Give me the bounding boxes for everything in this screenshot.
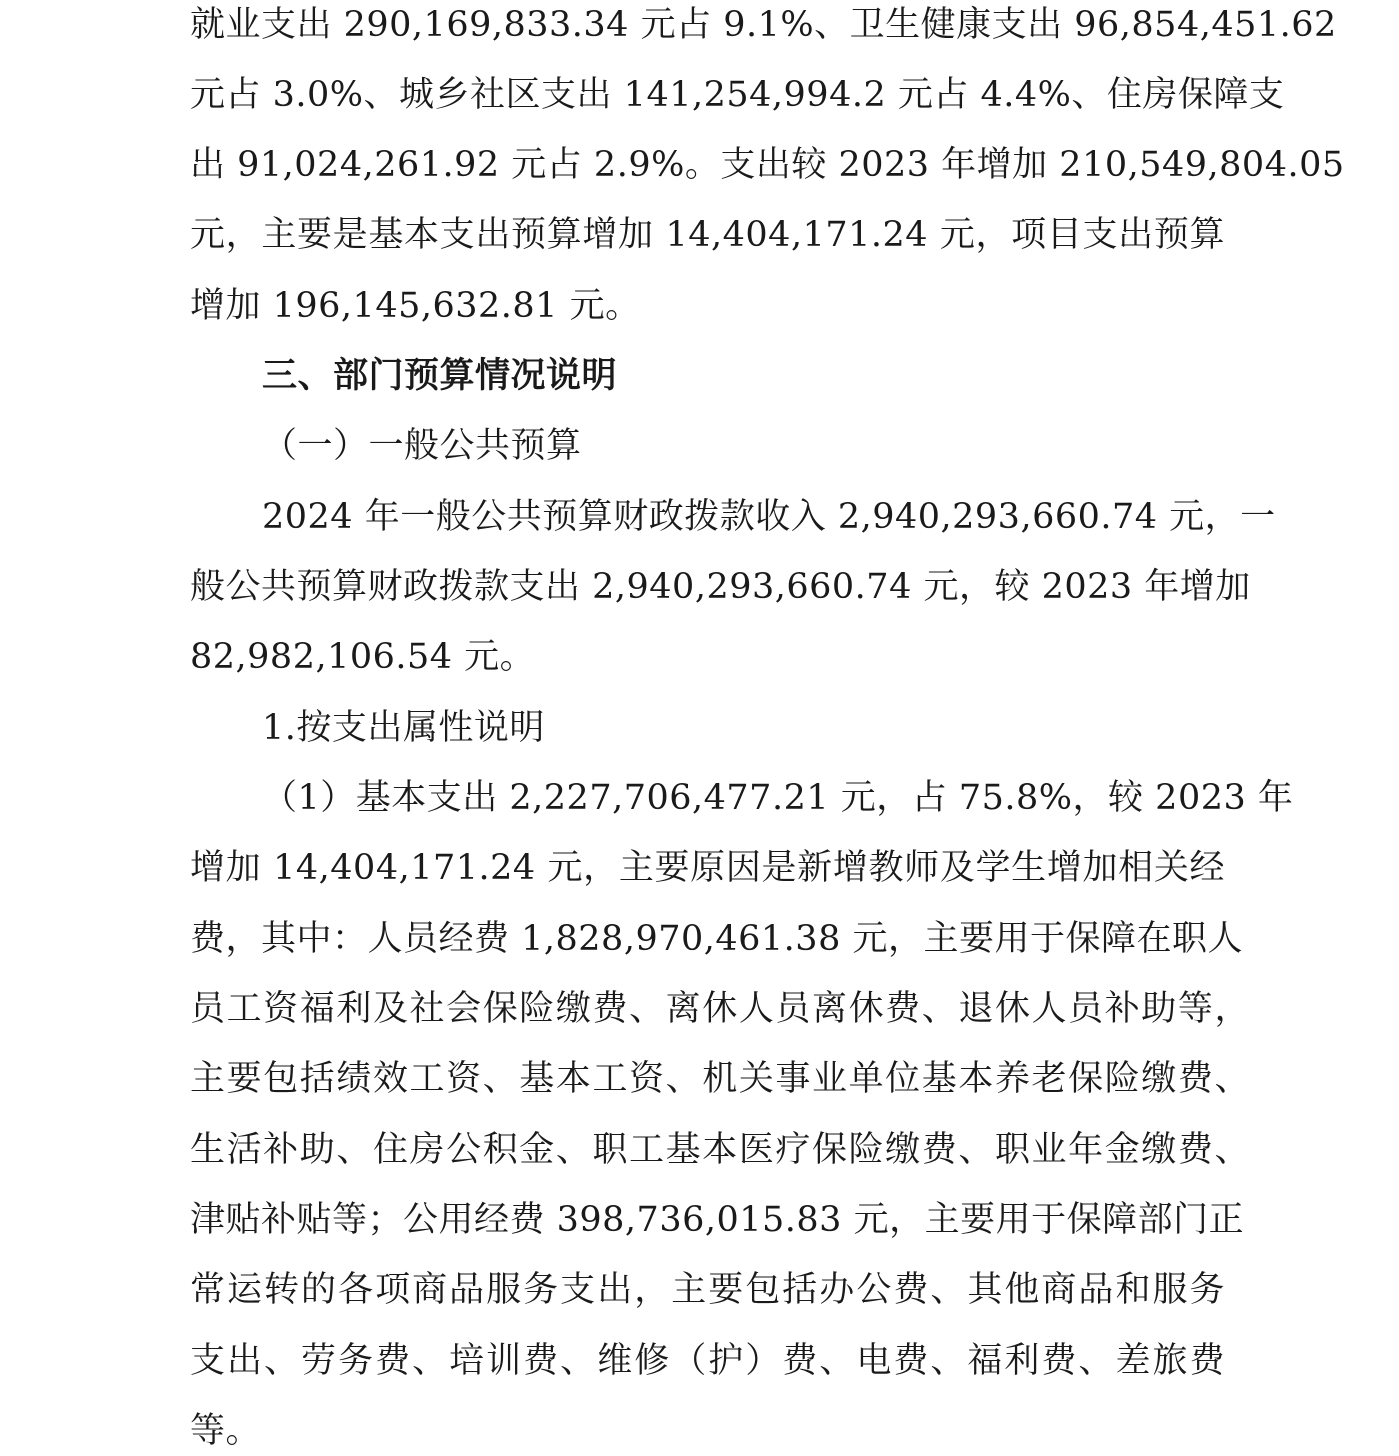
text-line: 主要包括绩效工资、基本工资、机关事业单位基本养老保险缴费、	[190, 1059, 1250, 1099]
text-line: 增加 196,145,632.81 元。	[190, 286, 641, 326]
text-line: （1）基本支出 2,227,706,477.21 元，占 75.8%，较 2023 年	[262, 778, 1294, 818]
text-line: 等。	[190, 1411, 262, 1451]
text-line: 生活补助、住房公积金、职工基本医疗保险缴费、职业年金缴费、	[190, 1130, 1250, 1170]
text-line: 津贴补贴等；公用经费 398,736,015.83 元，主要用于保障部门正	[190, 1200, 1245, 1240]
text-line: 般公共预算财政拨款支出 2,940,293,660.74 元，较 2023 年增加	[190, 567, 1251, 607]
text-line: 常运转的各项商品服务支出，主要包括办公费、其他商品和服务	[190, 1270, 1225, 1310]
document-page	[190, 0, 1345, 1456]
subsection-heading: （一）一般公共预算	[262, 426, 582, 466]
text-line: 增加 14,404,171.24 元，主要原因是新增教师及学生增加相关经	[190, 848, 1225, 888]
text-line: 支出、劳务费、培训费、维修（护）费、电费、福利费、差旅费	[190, 1341, 1225, 1381]
text-line: 2024 年一般公共预算财政拨款收入 2,940,293,660.74 元，一	[262, 497, 1276, 537]
text-line: 员工资福利及社会保险缴费、离休人员离休费、退休人员补助等，	[190, 989, 1250, 1029]
text-line: 出 91,024,261.92 元占 2.9%。支出较 2023 年增加 210,549,804.05	[190, 145, 1345, 185]
subsection-heading: 1.按支出属性说明	[262, 708, 545, 748]
text-line: 82,982,106.54 元。	[190, 637, 536, 677]
text-line: 费，其中：人员经费 1,828,970,461.38 元，主要用于保障在职人	[190, 919, 1243, 959]
text-line: 元占 3.0%、城乡社区支出 141,254,994.2 元占 4.4%、住房保障支	[190, 75, 1285, 115]
text-line: 就业支出 290,169,833.34 元占 9.1%、卫生健康支出 96,854,451.62	[190, 5, 1337, 45]
text-line: 元，主要是基本支出预算增加 14,404,171.24 元，项目支出预算	[190, 215, 1225, 255]
section-heading: 三、部门预算情况说明	[262, 355, 618, 396]
